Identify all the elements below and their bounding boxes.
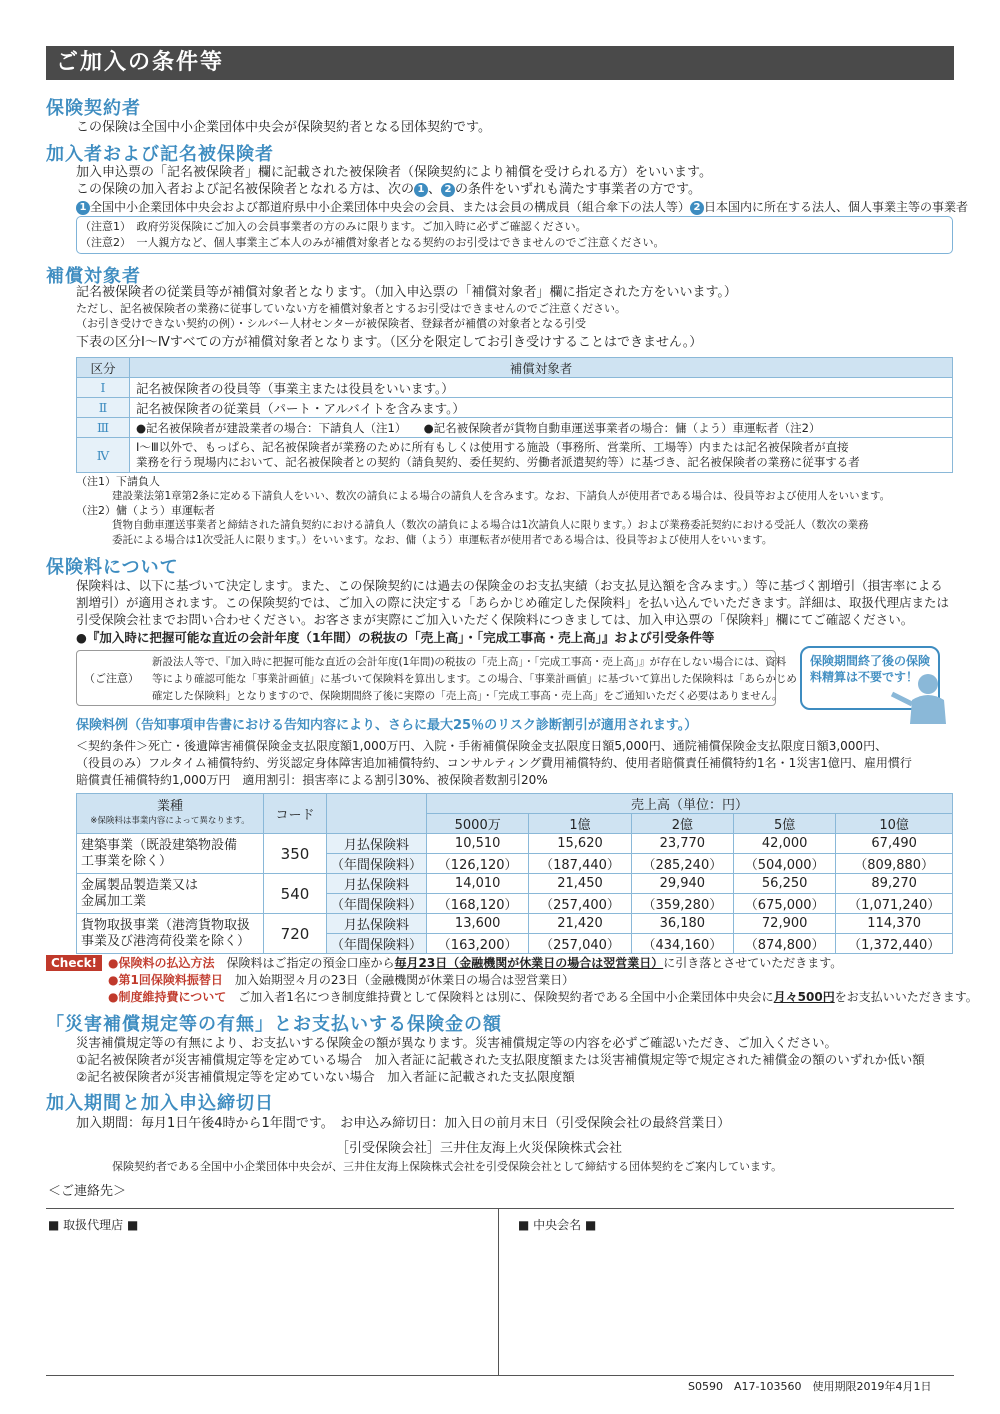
covered-cell: 記名被保険者の役員等（事業主または役員をいいます。） <box>130 378 953 398</box>
yearly-label: （年間保険料） <box>327 934 427 954</box>
monthly-label: 月払保険料 <box>327 834 427 854</box>
insured-conditions <box>76 199 968 216</box>
value-cell: （163,200） <box>427 934 529 954</box>
category-cell: Ⅳ <box>77 438 130 473</box>
insured-line-1: 加入申込票の「記名被保険者」欄に記載された被保険者（保険契約により補償を受けられる方）をいいます。 <box>76 165 712 180</box>
caution-line-2: 等により確認可能な「事業計画値」に基づいて保険料を算出します。この場合、「事業計画値」に基づいて算出した保険料は「あらかじめ <box>152 673 797 685</box>
check-text: をお支払いいただきます。 <box>834 990 978 1004</box>
covered-line-3: （お引き受けできない契約の例）・シルバー人材センターが被保険者、登録者が補償の対象者となる引受 <box>76 317 587 330</box>
covered-line-1: 記名被保険者の従業員等が補償対象者となります。（加入申込票の「補償対象者」欄に指定された方をいいます。） <box>76 285 737 300</box>
covered-cell <box>130 438 953 473</box>
check-text: ご加入者1名につき制度維持費として保険料とは別に、保険契約者である全国中小企業団体中央会に <box>238 990 774 1004</box>
covered-cell-line-1: Ⅰ～Ⅲ以外で、もっぱら、記名被保険者が業務のために所有もしくは使用する施設（事務所、営業所、工場等）内または記名被保険者が直接 <box>136 440 849 454</box>
check-item-label: ●保険料の払込方法 <box>108 956 215 970</box>
yearly-label: （年間保険料） <box>327 854 427 874</box>
check-line-3 <box>108 989 978 1006</box>
value-cell: （1,071,240） <box>836 894 953 914</box>
industry-cell <box>77 874 264 914</box>
industry-name-1: 金属製品製造業又は <box>81 877 199 893</box>
section-heading-disaster-rules: 「災害補償規定等の有無」とお支払いする保険金の額 <box>46 1014 502 1035</box>
value-cell: （257,400） <box>529 894 631 914</box>
industry-cell <box>77 834 264 874</box>
value-cell: 67,490 <box>836 834 953 854</box>
value-cell: （359,280） <box>631 894 733 914</box>
number-2-icon: 2 <box>441 183 455 197</box>
monthly-label: 月払保険料 <box>327 874 427 894</box>
value-cell: 29,940 <box>631 874 733 894</box>
covered-persons-table <box>76 357 953 473</box>
caution-label: （ご注意） <box>84 672 139 685</box>
disaster-line-2: ①記名被保険者が災害補償規定等を定めている場合 加入者証に記載された支払限度額または災害補償規定等で規定された補償金の額のいずれか低い額 <box>76 1052 925 1067</box>
number-2-icon: 2 <box>690 201 704 215</box>
header-industry-note: ※保険料は事業内容によって異なります。 <box>90 815 250 826</box>
value-cell: 89,270 <box>836 874 953 894</box>
value-cell: （126,120） <box>427 854 529 874</box>
covered-line-2: ただし、記名被保険者の業務に従事していない方を補償対象者とするお引受はできませんのでご注意ください。 <box>76 302 626 315</box>
industry-name-2: 工事業を除く） <box>81 853 173 869</box>
note-2-text-1: 貨物自動車運送事業者と締結された請負契約における請負人（数次の請負による場合は1次請負人に限ります。）および業務委託契約における受託人（数次の業務 <box>112 519 869 531</box>
insured-line-2b: 、 <box>428 182 442 197</box>
header-col: 2億 <box>631 814 733 834</box>
header-blank <box>327 794 427 834</box>
number-1-icon: 1 <box>76 201 90 215</box>
note-2-heading: （注2）傭（よう）車運転者 <box>76 504 215 517</box>
code-cell: 540 <box>264 874 327 914</box>
header-col: 1億 <box>529 814 631 834</box>
category-cell: Ⅲ <box>77 418 130 438</box>
check-text: に引き落とさせていただきます。 <box>663 956 843 970</box>
industry-name-1: 貨物取扱事業（港湾貨物取扱 <box>81 917 251 933</box>
table-row <box>77 398 953 418</box>
header-col: 5億 <box>734 814 836 834</box>
value-cell: 42,000 <box>734 834 836 854</box>
value-cell: 23,770 <box>631 834 733 854</box>
value-cell: （809,880） <box>836 854 953 874</box>
value-cell: 10,510 <box>427 834 529 854</box>
check-text: 保険料はご指定の預金口座から <box>226 956 395 970</box>
person-icon <box>888 672 952 724</box>
section-heading-period: 加入期間と加入申込締切日 <box>46 1093 274 1114</box>
section-heading-covered-persons: 補償対象者 <box>46 266 141 287</box>
industry-name-2: 事業及び港湾荷役業を除く） <box>81 933 251 949</box>
table-row <box>77 438 953 473</box>
association-label: ■ 中央会名 ■ <box>518 1218 597 1232</box>
value-cell: 114,370 <box>836 914 953 934</box>
table-header-covered: 補償対象者 <box>130 358 953 378</box>
value-cell: 21,450 <box>529 874 631 894</box>
condition-2: 日本国内に所在する法人、個人事業主等の事業者 <box>704 200 969 214</box>
check-date-highlight: 毎月23日（金融機関が休業日の場合は翌営業日） <box>394 956 664 970</box>
header-col: 5000万 <box>427 814 529 834</box>
insured-note-2: （注意2） 一人親方など、個人事業主ご本人のみが補償対象者となる契約のお引受はできませんのでご注意ください。 <box>80 236 665 249</box>
covered-line-4: 下表の区分Ⅰ～Ⅳすべての方が補償対象者となります。（区分を限定してお引き受けすることはできません。） <box>76 335 703 350</box>
table-row <box>77 418 953 438</box>
category-cell: Ⅰ <box>77 378 130 398</box>
caution-line-1: 新設法人等で、『加入時に把握可能な直近の会計年度(1年間)の税抜の「売上高」・「完成工事高・売上高」』が存在しない場合には、資料 <box>152 656 787 668</box>
disaster-line-1: 災害補償規定等の有無により、お支払いする保険金の額が異なります。災害補償規定等の内容を必ずご確認いただき、ご加入ください。 <box>76 1035 838 1050</box>
table-row <box>77 874 953 894</box>
contract-conditions-3: 賠償責任補償特約1,000万円 適用割引：損害率による割引30%、被保険者数割引20% <box>76 773 548 787</box>
insurer-name: ［引受保険会社］三井住友海上火災保険株式会社 <box>336 1141 623 1156</box>
table-row <box>77 914 953 934</box>
value-cell: 72,900 <box>734 914 836 934</box>
premium-line-4: ●『加入時に把握可能な直近の会計年度（1年間）の税抜の「売上高」・「完成工事高・売上高」』および引受条件等 <box>76 630 715 645</box>
contract-conditions-2: （役員のみ）フルタイム補償特約、労災認定身体障害追加補償特約、コンサルティング費用補償特約、使用者賠償責任補償特約1名・1災害1億円、雇用慣行 <box>76 756 912 770</box>
covered-cell-line-2: 業務を行う現場内において、記名被保険者との契約（請負契約、委任契約、労働者派遣契約等）に基づき、記名被保険者の業務に従事する者 <box>136 455 860 469</box>
insured-line-2c: の条件をいずれも満たす事業者の方です。 <box>455 182 701 197</box>
value-cell: 36,180 <box>631 914 733 934</box>
header-industry-label: 業種 <box>156 798 183 814</box>
contract-conditions-1: ＜契約条件＞死亡・後遺障害補償保険金支払限度額1,000万円、入院・手術補償保険金支払限度日額5,000円、通院補償保険金支払限度日額3,000円、 <box>76 739 888 753</box>
agent-label: ■ 取扱代理店 ■ <box>48 1218 139 1232</box>
code-cell: 720 <box>264 914 327 954</box>
value-cell: （434,160） <box>631 934 733 954</box>
contact-label: ＜ご連絡先＞ <box>48 1184 127 1199</box>
header-industry <box>77 794 264 834</box>
value-cell: （168,120） <box>427 894 529 914</box>
contact-box <box>46 1208 954 1376</box>
yearly-label: （年間保険料） <box>327 894 427 914</box>
condition-1: 全国中小企業団体中央会および都道府県中小企業団体中央会の会員、または会員の構成員（組合傘下の法人等） <box>90 200 691 214</box>
code-cell: 350 <box>264 834 327 874</box>
industry-cell <box>77 914 264 954</box>
monthly-label: 月払保険料 <box>327 914 427 934</box>
value-cell: （257,040） <box>529 934 631 954</box>
table-row <box>77 378 953 398</box>
check-badge: Check! <box>46 955 102 971</box>
note-2-text-2: 委託による場合は1次受託人に限ります。）をいいます。なお、傭（よう）車運転者が使用者である場合は、役員等および使用人をいいます。 <box>112 534 773 546</box>
covered-cell: ●記名被保険者が建設業者の場合：下請負人（注1） ●記名被保険者が貨物自動車運送事業者の場合：傭（よう）車運転者（注2） <box>130 418 953 438</box>
value-cell: 14,010 <box>427 874 529 894</box>
period-text: 加入期間：毎月1日午後4時から1年間です。 お申込み締切日：加入日の前月末日（引受保険会社の最終営業日） <box>76 1116 731 1131</box>
insured-line-2 <box>76 181 701 198</box>
check-item-label: ●制度維持費について <box>108 990 227 1004</box>
table-row <box>77 834 953 854</box>
check-line-1 <box>108 955 842 972</box>
section-heading-premium: 保険料について <box>46 557 179 578</box>
value-cell: （285,240） <box>631 854 733 874</box>
value-cell: （874,800） <box>734 934 836 954</box>
value-cell: （187,440） <box>529 854 631 874</box>
industry-name-2: 金属加工業 <box>81 893 147 909</box>
section-heading-policyholder: 保険契約者 <box>46 98 141 119</box>
category-cell: Ⅱ <box>77 398 130 418</box>
value-cell: 13,600 <box>427 914 529 934</box>
value-cell: 56,250 <box>734 874 836 894</box>
policyholder-text: この保険は全国中小企業団体中央会が保険契約者となる団体契約です。 <box>76 120 491 135</box>
check-item-label: ●第1回保険料振替日 <box>108 973 223 987</box>
premium-example-heading: 保険料例（告知事項申告書における告知内容により、さらに最大25％のリスク診断割引が適用されます。） <box>76 718 698 733</box>
header-sales: 売上高（単位：円） <box>427 794 953 814</box>
note-1-heading: （注1）下請負人 <box>76 475 160 488</box>
number-1-icon: 1 <box>414 183 428 197</box>
note-1-text: 建設業法第1章第2条に定める下請負人をいい、数次の請負による場合の請負人を含みます。なお、下請負人が使用者である場合は、役員等および使用人をいいます。 <box>112 490 891 502</box>
value-cell: （1,372,440） <box>836 934 953 954</box>
value-cell: （504,000） <box>734 854 836 874</box>
table-header-category: 区分 <box>77 358 130 378</box>
premium-line-1: 保険料は、以下に基づいて決定します。また、この保険契約には過去の保険金のお支払実績（お支払見込額を含みます。）等に基づく割増引（損害率による <box>76 578 943 593</box>
caution-line-3: 確定した保険料」となりますので、保険期間終了後に実際の「売上高」・「完成工事高・売上高」をご通知いただく必要はありません。 <box>152 690 783 702</box>
section-heading-insured: 加入者および記名被保険者 <box>46 144 274 165</box>
speech-bubble: 保険期間終了後の保険料精算は不要です！ <box>800 646 940 710</box>
header-col: 10億 <box>836 814 953 834</box>
value-cell: 21,420 <box>529 914 631 934</box>
insured-line-2a: この保険の加入者および記名被保険者となれる方は、次の <box>76 182 415 197</box>
check-text: 加入始期翌々月の23日（金融機関が休業日の場合は翌営業日） <box>234 973 575 987</box>
footer-code: S0590 A17-103560 使用期限2019年4月1日 <box>688 1380 932 1393</box>
premium-line-3: 引受保険会社までお問い合わせください。お客さまが実際にご加入いただく保険料につきましては、加入申込票の「保険料」欄にてご確認ください。 <box>76 612 914 627</box>
header-code: コード <box>264 794 327 834</box>
disaster-line-3: ②記名被保険者が災害補償規定等を定めていない場合 加入者証に記載された支払限度額 <box>76 1069 575 1084</box>
check-fee-highlight: 月々500円 <box>773 990 835 1004</box>
industry-name-1: 建築事業（既設建築物設備 <box>81 837 238 853</box>
insured-note-1: （注意1） 政府労災保険にご加入の会員事業者の方のみに限ります。ご加入時に必ずご確認ください。 <box>80 220 587 233</box>
contact-divider <box>498 1209 499 1375</box>
premium-table <box>76 793 953 954</box>
group-contract-intro: 保険契約者である全国中小企業団体中央会が、三井住友海上保険株式会社を引受保険会社として締結する団体契約をご案内しています。 <box>112 1160 783 1173</box>
check-line-2 <box>108 972 574 989</box>
covered-cell: 記名被保険者の従業員（パート・アルバイトを含みます。） <box>130 398 953 418</box>
page-title: ご加入の条件等 <box>46 46 954 80</box>
value-cell: （675,000） <box>734 894 836 914</box>
value-cell: 15,620 <box>529 834 631 854</box>
premium-line-2: 割増引）が適用されます。この保険契約では、ご加入の際に決定する「あらかじめ確定した保険料」を払い込んでいただきます。詳細は、取扱代理店または <box>76 595 950 610</box>
